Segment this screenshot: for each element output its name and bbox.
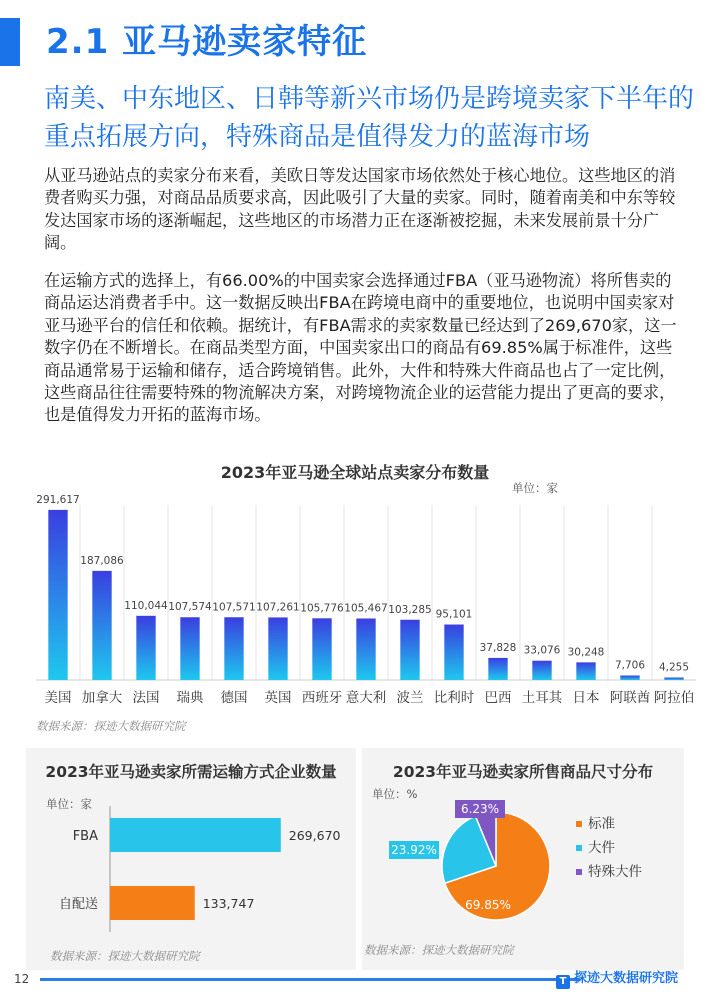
legend-label: 特殊大件 bbox=[588, 864, 642, 880]
bar-英国 bbox=[268, 617, 287, 680]
bar-value-label: 107,261 bbox=[256, 601, 300, 614]
bar-法国 bbox=[136, 616, 155, 680]
bar-value-label: 107,571 bbox=[212, 601, 256, 614]
category-label: 日本 bbox=[572, 690, 600, 706]
legend-swatch bbox=[576, 821, 582, 827]
category-label: 德国 bbox=[220, 690, 248, 706]
bar-value-label: 37,828 bbox=[479, 641, 517, 654]
page-title: 2.1 亚马逊卖家特征 bbox=[46, 22, 368, 62]
bar-瑞典 bbox=[180, 617, 199, 680]
category-label: 阿联酋 bbox=[609, 690, 651, 706]
bar-德国 bbox=[224, 617, 243, 680]
hbar-FBA bbox=[110, 818, 281, 852]
legend-label: 标准 bbox=[588, 816, 615, 832]
pie-value-label: 6.23% bbox=[460, 802, 500, 816]
hbar-category-label: 自配送 bbox=[58, 897, 98, 912]
category-label: 英国 bbox=[264, 690, 292, 706]
product-size-pie-chart bbox=[362, 748, 684, 970]
bar-value-label: 105,467 bbox=[344, 602, 388, 615]
bar-value-label: 187,086 bbox=[80, 554, 124, 567]
category-label: 加拿大 bbox=[81, 690, 123, 706]
category-label: 西班牙 bbox=[301, 690, 343, 706]
shipping-method-title: 2023年亚马逊卖家所需运输方式企业数量 bbox=[45, 763, 337, 781]
category-label: 法国 bbox=[132, 690, 160, 706]
bar-value-label: 30,248 bbox=[567, 646, 605, 659]
product-size-title: 2023年亚马逊卖家所售商品尺寸分布 bbox=[392, 763, 654, 781]
bar-加拿大 bbox=[92, 571, 111, 680]
legend-label: 大件 bbox=[588, 840, 615, 856]
legend-swatch bbox=[576, 845, 582, 851]
product-size-panel bbox=[362, 748, 684, 970]
seller-distribution-bar-chart bbox=[0, 470, 710, 720]
main-chart-title: 2023年亚马逊全球站点卖家分布数量 bbox=[220, 463, 490, 482]
category-label: 土耳其 bbox=[521, 690, 563, 706]
bar-意大利 bbox=[356, 618, 375, 680]
product-size-source: 数据来源：探迹大数据研究院 bbox=[364, 943, 514, 957]
page-number: 12 bbox=[14, 972, 30, 986]
main-chart-source: 数据来源：探迹大数据研究院 bbox=[36, 719, 186, 733]
bar-西班牙 bbox=[312, 618, 331, 680]
bar-value-label: 291,617 bbox=[36, 493, 80, 506]
category-label: 阿拉伯 bbox=[653, 690, 695, 706]
product-size-unit: 单位：% bbox=[372, 787, 418, 801]
body-paragraph-1: 从亚马逊站点的卖家分布来看，美欧日等发达国家市场依然处于核心地位。这些地区的消费者购买力强，对商品品质要求高，因此吸引了大量的卖家。同时，随着南美和中东等较发达国家市场的逐渐崛起，这些地区的市场潜力正在逐渐被挖掘，未来发展前景十分广阔。 bbox=[44, 166, 676, 253]
hbar-自配送 bbox=[110, 886, 195, 920]
bar-波兰 bbox=[400, 620, 419, 680]
main-chart-unit: 单位：家 bbox=[512, 481, 558, 495]
bar-value-label: 105,776 bbox=[300, 602, 344, 615]
bar-比利时 bbox=[444, 625, 463, 680]
pie-value-label: 69.85% bbox=[465, 898, 511, 912]
footer-divider bbox=[40, 978, 580, 981]
bar-美国 bbox=[48, 510, 67, 680]
bar-阿联酋 bbox=[620, 676, 639, 680]
bar-value-label: 110,044 bbox=[124, 599, 168, 612]
bar-巴西 bbox=[488, 658, 507, 680]
body-paragraph-2: 在运输方式的选择上，有66.00%的中国卖家会选择通过FBA（亚马逊物流）将所售卖的商品运达消费者手中。这一数据反映出FBA在跨境电商中的重要地位，也说明中国卖家对亚马逊平台的信任和依赖。据统计，有FBA需求的卖家数量已经达到了269,670家，这一数字仍在不断增长。在商品类型方面，中国卖家出口的商品有69.85%属于标准件，这些商品通常易于运输和储存，适合跨境销售。此外，大件和特殊大件商品也占了一定比例，这些商品往往需要特殊的物流解决方案，对跨境物流企业的运营能力提出了更高的要求，也是值得发力开拓的蓝海市场。 bbox=[44, 271, 677, 425]
category-label: 巴西 bbox=[484, 690, 512, 706]
hbar-category-label: FBA bbox=[72, 829, 98, 844]
footer-brand-label: 探迹大数据研究院 bbox=[574, 971, 679, 986]
category-label: 意大利 bbox=[345, 690, 387, 706]
shipping-method-bar-chart bbox=[26, 748, 356, 970]
shipping-method-panel bbox=[26, 748, 356, 970]
category-label: 比利时 bbox=[433, 690, 475, 706]
brand-logo-icon: T bbox=[556, 975, 570, 989]
category-label: 美国 bbox=[44, 690, 72, 706]
footer-brand bbox=[556, 967, 678, 989]
bar-日本 bbox=[576, 662, 595, 680]
bar-value-label: 7,706 bbox=[614, 659, 646, 672]
legend-swatch bbox=[576, 869, 582, 875]
page-subtitle: 南美、中东地区、日韩等新兴市场仍是跨境卖家下半年的重点拓展方向，特殊商品是值得发力的蓝海市场 bbox=[44, 84, 695, 152]
bar-土耳其 bbox=[532, 661, 551, 680]
bar-阿拉伯 bbox=[664, 678, 683, 680]
shipping-method-unit: 单位：家 bbox=[46, 797, 92, 811]
hbar-value-label: 269,670 bbox=[288, 828, 341, 843]
bar-value-label: 95,101 bbox=[435, 608, 473, 621]
shipping-method-source: 数据来源：探迹大数据研究院 bbox=[50, 949, 200, 963]
title-accent-bar bbox=[0, 18, 20, 66]
bar-value-label: 107,574 bbox=[168, 601, 212, 614]
bar-value-label: 4,255 bbox=[658, 661, 690, 674]
hbar-value-label: 133,747 bbox=[202, 896, 255, 911]
category-label: 波兰 bbox=[396, 690, 424, 706]
pie-value-label: 23.92% bbox=[391, 843, 437, 857]
bar-value-label: 103,285 bbox=[388, 603, 432, 616]
bar-value-label: 33,076 bbox=[523, 644, 561, 657]
category-label: 瑞典 bbox=[176, 690, 204, 706]
